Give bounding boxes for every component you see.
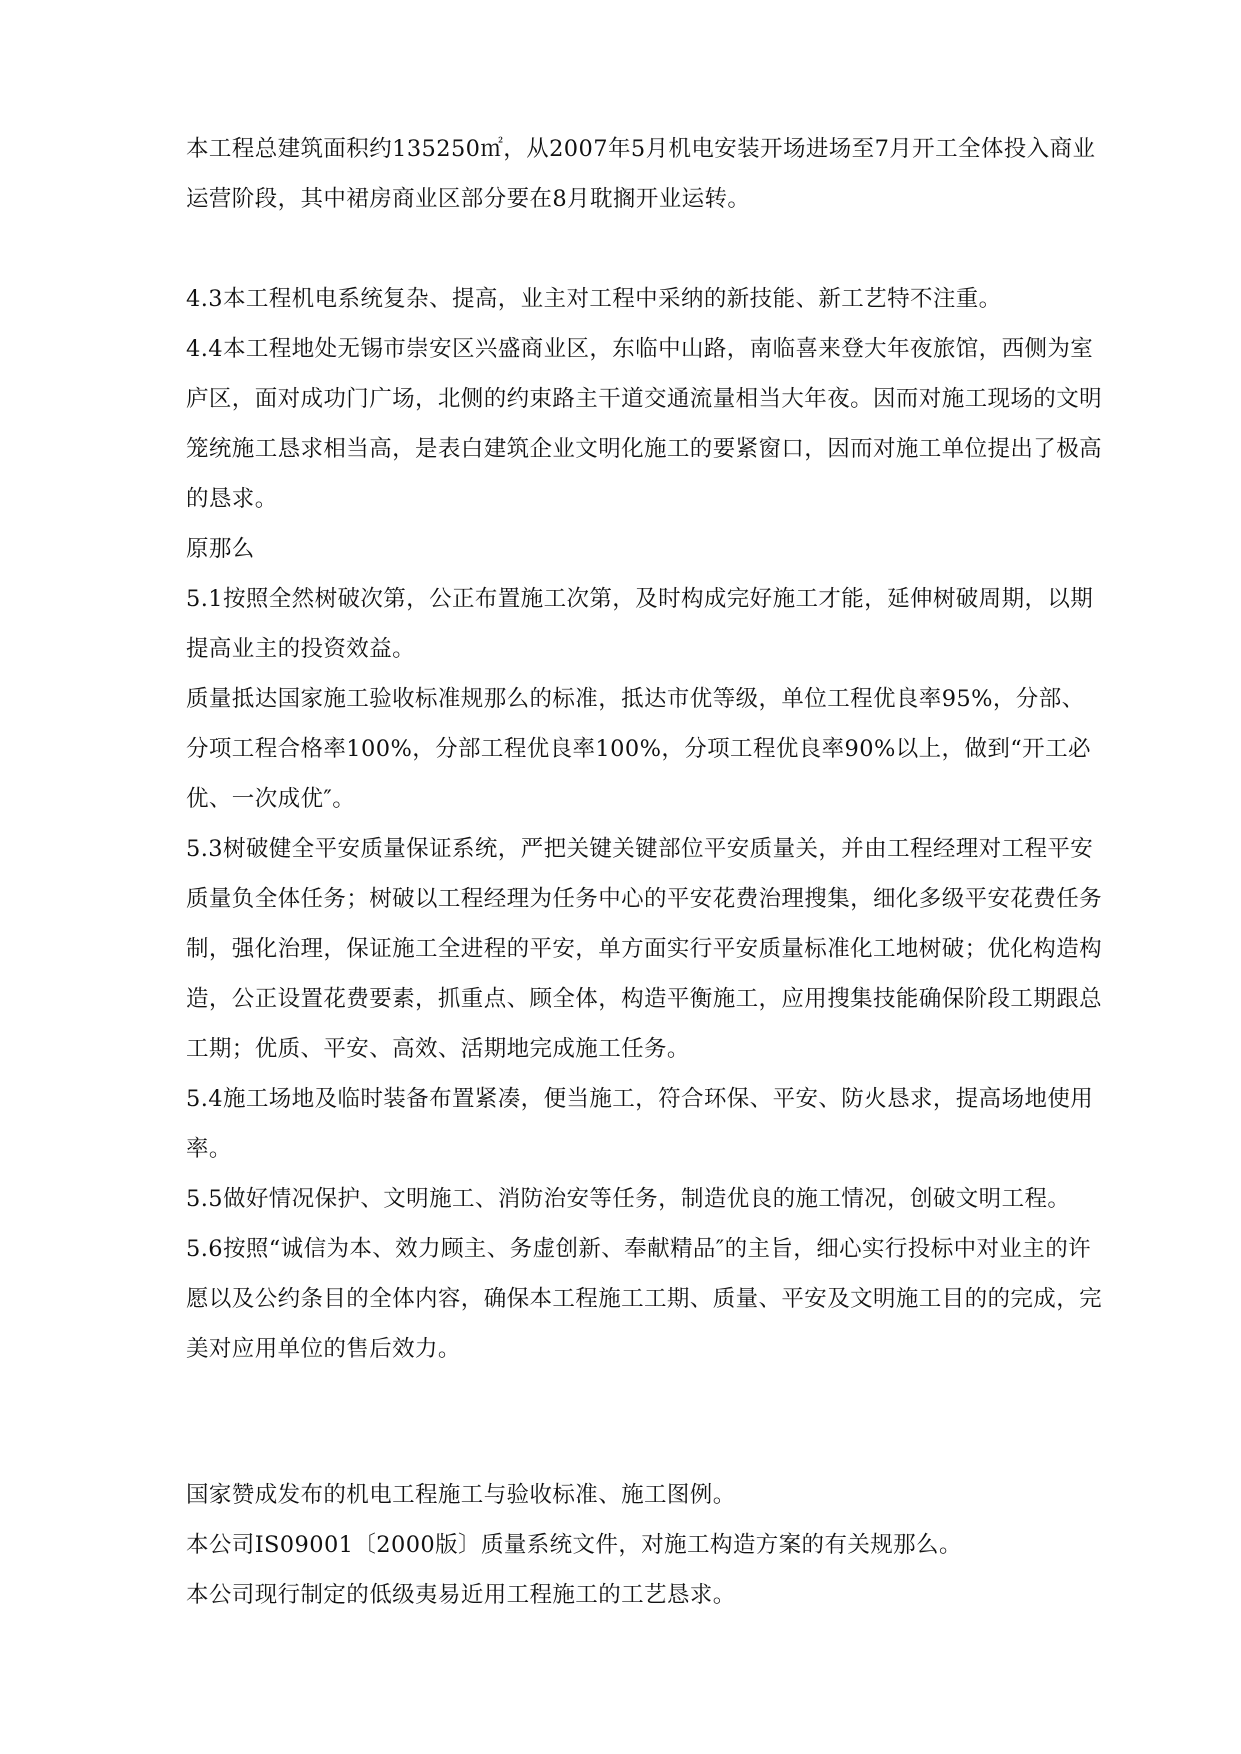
document-page [186,124,1106,1620]
paragraph-5-1: 5.1按照全然树破次第，公正布置施工次第，及时构成完好施工才能，延伸树破周期，以期提高业主的投资效益。 [186,586,1094,662]
section-heading: 原那么 [186,536,255,562]
paragraph: 本工程总建筑面积约135250㎡，从2007年5月机电安装开场进场至7月开工全体投入商业运营阶段，其中裙房商业区部分要在8月耽搁开业运转。 [186,136,1096,212]
paragraph-5-4: 5.4施工场地及临时装备布置紧凑，便当施工，符合环保、平安、防火恳求，提高场地使用率。 [186,1086,1094,1162]
paragraph-4-3: 4.3本工程机电系统复杂、提高，业主对工程中采纳的新技能、新工艺特不注重。 [186,286,1002,312]
reference-item: 本公司IS09001〔2000版〕质量系统文件，对施工构造方案的有关规那么。 [186,1532,962,1558]
paragraph-quality: 质量抵达国家施工验收标准规那么的标准，抵达市优等级，单位工程优良率95%，分部、分项工程合格率100%，分部工程优良率100%，分项工程优良率90%以上，做到“开工必优、一次成优″。 [186,686,1091,812]
paragraph-spacer [186,224,1106,274]
paragraph-5-5: 5.5做好情况保护、文明施工、消防治安等任务，制造优良的施工情况，创破文明工程。 [186,1186,1071,1212]
paragraph-spacer [186,1374,1106,1470]
paragraph-4-4: 4.4本工程地处无锡市崇安区兴盛商业区，东临中山路，南临喜来登大年夜旅馆，西侧为室庐区，面对成功门广场，北侧的约束路主干道交通流量相当大年夜。因而对施工现场的文明笼统施工恳求相当高，是表白建筑企业文明化施工的要紧窗口，因而对施工单位提出了极高的恳求。 [186,336,1103,512]
reference-item: 本公司现行制定的低级夷易近用工程施工的工艺恳求。 [186,1582,736,1608]
reference-item: 国家赞成发布的机电工程施工与验收标准、施工图例。 [186,1482,736,1508]
paragraph-5-6: 5.6按照“诚信为本、效力顾主、务虚创新、奉献精品″的主旨，细心实行投标中对业主的许愿以及公约条目的全体内容，确保本工程施工工期、质量、平安及文明施工目的的完成，完美对应用单位的售后效力。 [186,1236,1103,1362]
paragraph-5-3: 5.3树破健全平安质量保证系统，严把关键关键部位平安质量关，并由工程经理对工程平安质量负全体任务；树破以工程经理为任务中心的平安花费治理搜集，细化多级平安花费任务制，强化治理，保证施工全进程的平安，单方面实行平安质量标准化工地树破；优化构造构造，公正设置花费要素，抓重点、顾全体，构造平衡施工，应用搜集技能确保阶段工期跟总工期；优质、平安、高效、活期地完成施工任务。 [186,836,1103,1062]
